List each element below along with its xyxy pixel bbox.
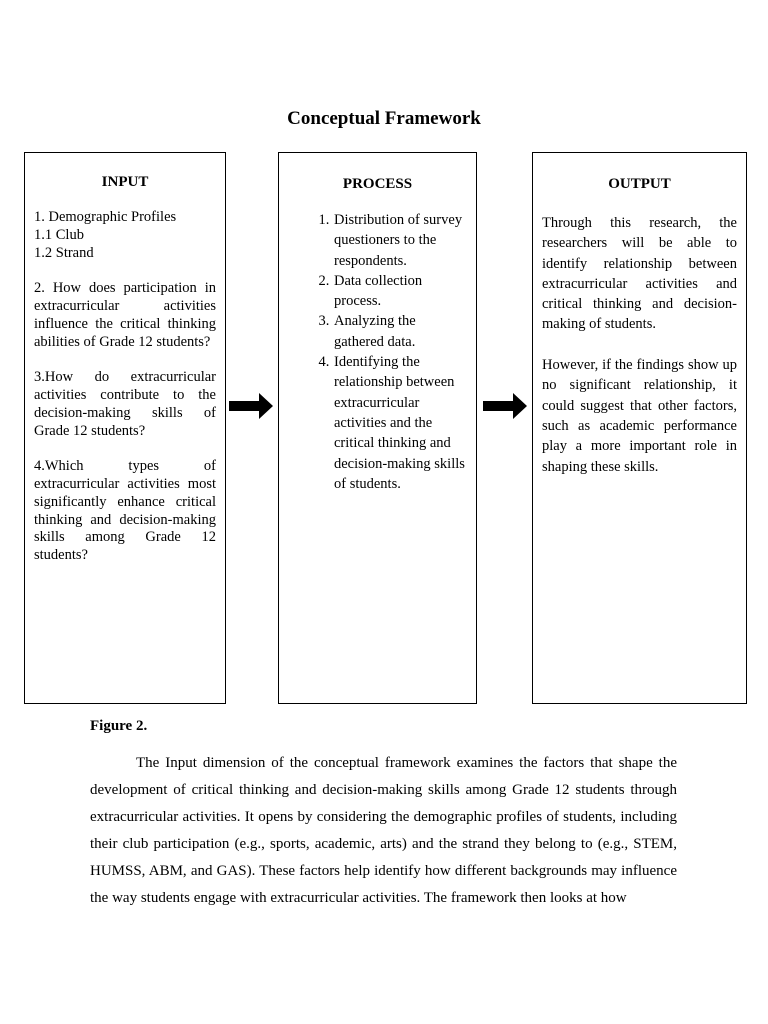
input-item-1-2: 1.2 Strand [34,244,94,261]
output-box [532,152,747,704]
input-item-4: 4.Which types of extracurricular activities most significantly enhance critical thinking and decision-making skills among Grade 12 students? [34,458,216,564]
output-paragraph-1: Through this research, the researchers will be able to identify relationship between extracurricular activities and critical thinking and decision-making of students. [542,215,737,333]
process-step-2: 2. Data collection process. [333,271,468,312]
input-heading: INPUT [101,174,149,190]
input-item-demographics [34,209,216,262]
process-box [278,152,477,704]
page-title: Conceptual Framework [287,108,481,129]
output-paragraph-2: However, if the findings show up no significant relationship, it could suggest that other factors, such as academic performance play a more important role in shaping these skills. [542,357,737,475]
process-list [279,210,476,494]
output-body [533,213,746,477]
process-step-3: 3. Analyzing the gathered data. [333,311,468,352]
body-paragraph: The Input dimension of the conceptual framework examines the factors that shape the development of critical thinking and decision-making skills among Grade 12 students through extracurricular activities. It opens by considering the demographic profiles of students, including their club participation (e.g., sports, academic, arts) and the strand they belong to (e.g., STEM, HUMSS, ABM, and GAS). These factors help identify how different backgrounds may influence the way students engage with extracurricular activities. The framework then looks at how [90,755,677,906]
input-item-3: 3.How do extracurricular activities contribute to the decision-making skills of Grade 12 students? [34,369,216,439]
input-body [25,209,225,565]
process-heading: PROCESS [342,176,413,192]
input-item-1-1: 1.1 Club [34,226,84,243]
process-step-4: 4. Identifying the relationship between extracurricular activities and the critical thinking and decision-making skills of students. [333,352,468,494]
figure-label: Figure 2. [90,718,148,734]
input-box [24,152,226,704]
input-item-2: 2. How does participation in extracurricular activities influence the critical thinking abilities of Grade 12 students? [34,280,216,350]
input-item-1: 1. Demographic Profiles [34,209,177,225]
process-step-1: 1. Distribution of survey questioners to the respondents. [333,210,468,271]
right-arrow-icon [483,393,527,419]
output-heading: OUTPUT [608,176,671,192]
right-arrow-icon [229,393,273,419]
